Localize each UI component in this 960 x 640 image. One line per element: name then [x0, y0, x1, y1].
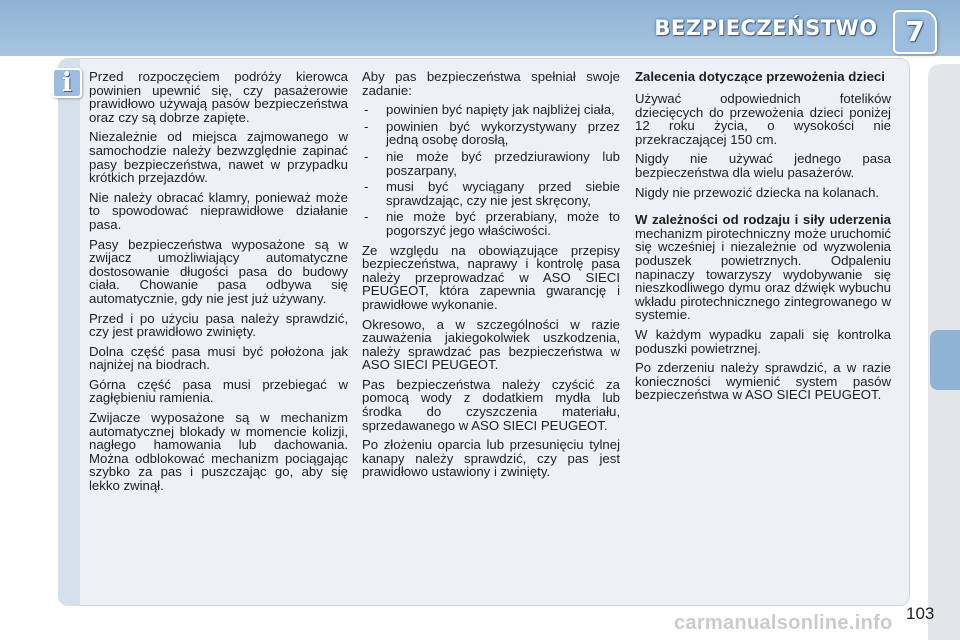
list-item-text: powinien być wykorzystywany przez jedną osobę dorosłą, [386, 118, 620, 148]
paragraph: Przed i po użyciu pasa należy sprawdzić, czy jest prawidłowo zwinięty. [89, 310, 348, 340]
paragraph: Nie należy obracać klamry, ponieważ może to spowodować nieprawidłowe działanie pasa. [89, 189, 348, 232]
list-item-text: musi być wyciągany przed siebie sprawdzając, czy nie jest skręcony, [386, 179, 620, 208]
info-icon [52, 68, 82, 98]
page-number: 103 [906, 604, 935, 623]
paragraph: Górna część pasa musi przebiegać w zagłębieniu ramienia. [89, 376, 348, 406]
list-item: - powinien być napięty jak najbliżej ciała, [364, 102, 615, 118]
chapter-title: BEZPIECZEŃSTWO [654, 16, 878, 40]
side-tab-2[interactable] [930, 138, 960, 198]
list-item: - nie może być przerabiany, może to pogorszyć jego właściwości. [364, 209, 620, 238]
side-tab-4[interactable] [930, 278, 960, 338]
paragraph: Pas bezpieczeństwa należy czyścić za pomocą wody z dodatkiem mydła lub środka do czyszczenia materiału, sprzedawanego w ASO SIECI PEUGEOT. [362, 376, 620, 433]
list-item-text: nie może być przerabiany, może to pogorszyć jego właściwości. [386, 209, 620, 238]
column-2 [362, 70, 620, 485]
side-tab-6[interactable] [930, 420, 960, 480]
list-item: - powinien być wykorzystywany przez jedną osobę dorosłą, [364, 118, 620, 148]
chapter-number-tab[interactable] [893, 10, 937, 54]
paragraph [635, 213, 891, 322]
list-item: - nie może być przedziurawiony lub poszarpany, [364, 148, 620, 178]
paragraph: Niezależnie od miejsca zajmowanego w samochodzie należy bezwzględnie zapinać pasy bezpieczeństwa, nawet w przypadku krótkich przejazdów. [89, 129, 348, 186]
paragraph: Pasy bezpieczeństwa wyposażone są w zwijacz umożliwiający automatyczne dostosowanie długości pasa do budowy ciała. Chowanie pasa odbywa się automatycznie, gdy nie jest już używany. [89, 236, 348, 306]
list-item: - musi być wyciągany przed siebie sprawdzając, czy nie jest skręcony, [364, 179, 620, 208]
requirements-list [362, 103, 620, 237]
bold-lead: W zależności od rodzaju i siły uderzenia [635, 212, 891, 228]
paragraph: Przed rozpoczęciem podróży kierowca powinien upewnić się, czy pasażerowie prawidłowo używają pasów bezpieczeństwa oraz czy są dobrze zapięte. [89, 69, 348, 125]
paragraph-rest: mechanizm pirotechniczny może uruchomić się wcześniej i niezależnie od wyzwolenia poduszek powietrznych. Odpaleniu napinaczy towarzyszy wydobywanie się nieszkodliwego dymu oraz dźwięk wybuchu wkładu pirotechnicznego zintegrowanego w systemie. [635, 225, 891, 323]
paragraph: Po zderzeniu należy sprawdzić, a w razie konieczności wymienić system pasów bezpieczeństwa w ASO SIECI PEUGEOT. [635, 360, 891, 403]
side-tab-7[interactable] [930, 490, 960, 550]
paragraph: Aby pas bezpieczeństwa spełniał swoje zadanie: [362, 69, 620, 98]
column-1 [89, 70, 348, 499]
paragraph: Okresowo, a w szczególności w razie zauważenia jakiegokolwiek uszkodzenia, należy sprawdzać pas bezpieczeństwa w ASO SIECI PEUGEOT. [362, 316, 620, 373]
list-item-text: powinien być napięty jak najbliżej ciała, [386, 102, 615, 118]
column-3 [635, 70, 891, 408]
paragraph: Nigdy nie używać jednego pasa bezpieczeństwa dla wielu pasażerów. [635, 151, 891, 180]
paragraph: W każdym wypadku zapali się kontrolka poduszki powietrznej. [635, 326, 891, 356]
paragraph: Dolna część pasa musi być położona jak najniżej na biodrach. [89, 343, 348, 373]
paragraph: Ze względu na obowiązujące przepisy bezpieczeństwa, naprawy i kontrolę pasa należy przeprowadzać w ASO SIECI PEUGEOT, która zapewnia gwarancję i prawidłowe wykonanie. [362, 242, 620, 312]
side-tab-3[interactable] [930, 208, 960, 268]
chapter-number: 7 [905, 15, 925, 48]
section-heading: Zalecenia dotyczące przewożenia dzieci [635, 69, 885, 84]
side-tab-active[interactable] [930, 330, 960, 390]
watermark: carmanualsonline.info [674, 612, 893, 634]
info-icon-glyph: i [62, 68, 72, 98]
paragraph: Używać odpowiednich fotelików dziecięcych do przewożenia dzieci poniżej 12 roku życia, o wysokości nie przekraczającej 150 cm. [635, 91, 891, 147]
paragraph: Po złożeniu oparcia lub przesunięciu tylnej kanapy należy sprawdzić, czy pas jest prawidłowo ustawiony i zwinięty. [362, 437, 620, 480]
paragraph: Zwijacze wyposażone są w mechanizm automatycznej blokady w momencie kolizji, nagłego hamowania lub dachowania. Można odblokować mechanizm pociągając szybko za pas i puszczając go, aby się lekko zwinął. [89, 410, 348, 494]
paragraph: Nigdy nie przewozić dziecka na kolanach. [635, 184, 880, 200]
side-tab-1[interactable] [930, 68, 960, 128]
panel-left-strip [58, 58, 80, 606]
list-item-text: nie może być przedziurawiony lub poszarpany, [386, 148, 620, 178]
